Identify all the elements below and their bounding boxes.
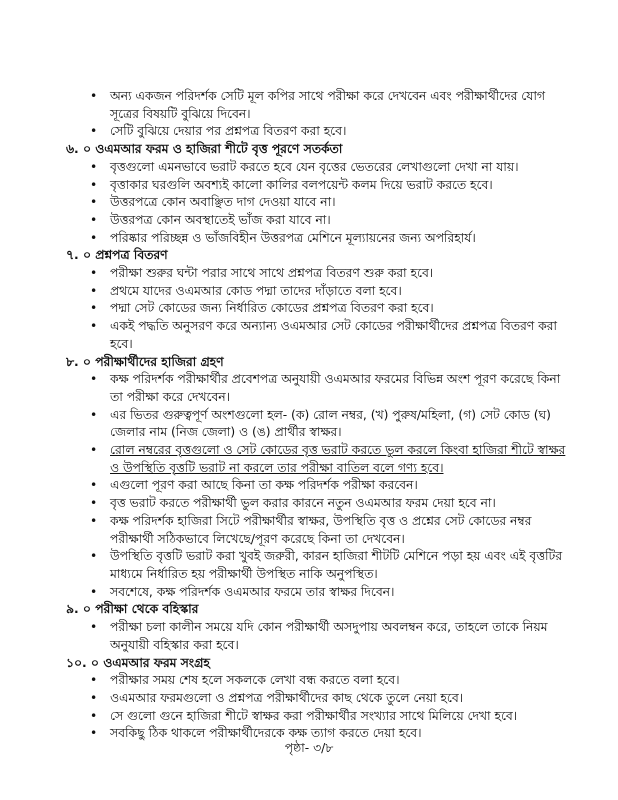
list-item: • সবকিছু ঠিক থাকলে পরীক্ষার্থীদেরকে কক্ষ ত্যাগ করতে দেয়া হবে। [110, 725, 566, 743]
list-item: • একই পদ্ধতি অনুসরণ করে অন্যান্য ওএমআর সেট কোডের পরীক্ষার্থীদের প্রশ্নপত্র বিতরণ করা হবে। [110, 318, 566, 353]
list-item: • ওএমআর ফরমগুলো ও প্রশ্নপত্র পরীক্ষার্থীদের কাছ থেকে তুলে নেয়া হবে। [110, 690, 566, 708]
bullet-list [66, 672, 566, 743]
section-heading: ১০. ০ ওএমআর ফরম সংগ্রহ [66, 655, 210, 670]
list-item: • সবশেষে, কক্ষ পরিদর্শক ওএমআর ফরমে তার স্বাক্ষর দিবেন। [110, 584, 566, 602]
list-item: • সে গুলো গুনে হাজিরা শীটে স্বাক্ষর করা পরীক্ষার্থীর সংখ্যার সাথে মিলিয়ে দেখা হবে। [110, 708, 566, 726]
section-heading: ৮. ০ পরীক্ষার্থীদের হাজিরা গ্রহণ [66, 354, 224, 369]
list-item: • পরীক্ষা চলা কালীন সময়ে যদি কোন পরীক্ষার্থী অসদুপায় অবলম্বন করে, তাহলে তাকে নিয়ম অনুযায়ী বহিস্কার করা হবে। [110, 619, 566, 654]
document-body [66, 88, 566, 743]
list-item: • প্রথমে যাদের ওএমআর কোড পদ্মা তাদের দাঁড়াতে বলা হবে। [110, 283, 566, 301]
list-item: • উত্তরপত্রে কোন অবাঞ্ছিত দাগ দেওয়া যাবে না। [110, 194, 566, 212]
list-item: • বৃত্তগুলো এমনভাবে ভরাট করতে হবে যেন বৃত্তের ভেতরের লেখাগুলো দেখা না যায়। [110, 159, 566, 177]
list-item: • কক্ষ পরিদর্শক পরীক্ষার্থীর প্রবেশপত্র অনুযায়ী ওএমআর ফরমের বিভিন্ন অংশ পূরণ করেছে কিনা তা পরীক্ষা করে দেখবেন। [110, 371, 566, 406]
section-heading: ৭. ০ প্রশ্নপত্র বিতরণ [66, 248, 168, 263]
list-item: • এর ভিতর গুরুত্বপূর্ণ অংশগুলো হল- (ক) রোল নম্বর, (খ) পুরুষ/মহিলা, (গ) সেট কোড (ঘ) জেলার নাম (নিজ জেলা) ও (ঙ) প্রার্থীর স্বাক্ষর। [110, 407, 566, 442]
list-item: • পরীক্ষার সময় শেষ হলে সকলকে লেখা বন্ধ করতে বলা হবে। [110, 672, 566, 690]
bullet-list [66, 371, 566, 601]
section-heading: ৯. ০ পরীক্ষা থেকে বহিস্কার [66, 602, 199, 617]
list-item: • পদ্মা সেট কোডের জন্য নির্ধারিত কোডের প্রশ্নপত্র বিতরণ করা হবে। [110, 300, 566, 318]
list-item: • অন্য একজন পরিদর্শক সেটি মূল কপির সাথে পরীক্ষা করে দেখবেন এবং পরীক্ষার্থীদের যোগ সূত্রের বিষয়টি বুঝিয়ে দিবেন। [110, 88, 566, 123]
page-number: পৃষ্ঠা- ৩/৮ [284, 741, 334, 755]
list-item: • রোল নম্বরের বৃত্তগুলো ও সেট কোডের বৃত্ত ভরাট করতে ভুল করলে কিংবা হাজিরা শীটে স্বাক্ষর ও উপস্থিতি বৃত্তটি ভরাট না করলে তার পরীক্ষা বাতিল বলে গণ্য হবে। [110, 442, 566, 477]
list-item: • কক্ষ পরিদর্শক হাজিরা সিটে পরীক্ষার্থীর স্বাক্ষর, উপস্থিতি বৃত্ত ও প্রশ্নের সেট কোডের নম্বর পরীক্ষার্থী সঠিকভাবে লিখেছে/পূরণ করেছে কিনা তা দেখবেন। [110, 513, 566, 548]
list-item: • সেটি বুঝিয়ে দেয়ার পর প্রশ্নপত্র বিতরণ করা হবে। [110, 123, 566, 141]
list-item: • বৃত্তাকার ঘরগুলি অবশ্যই কালো কালির বলপয়েন্ট কলম দিয়ে ভরাট করতে হবে। [110, 177, 566, 195]
list-item: • এগুলো পূরণ করা আছে কিনা তা কক্ষ পরিদর্শক পরীক্ষা করবেন। [110, 477, 566, 495]
list-item: • পরীক্ষা শুরুর ঘন্টা পরার সাথে সাথে প্রশ্নপত্র বিতরণ শুরু করা হবে। [110, 265, 566, 283]
bullet-list [66, 88, 566, 141]
bullet-list [66, 159, 566, 248]
bullet-list [66, 265, 566, 354]
list-item: • উপস্থিতি বৃত্তটি ভরাট করা খুবই জরুরী, কারন হাজিরা শীটটি মেশিনে পড়া হয় এবং এই বৃত্তটির মাধ্যমে নির্ধারিত হয় পরীক্ষার্থী উপস্থিত নাকি অনুপস্থিত। [110, 548, 566, 583]
list-item: • বৃত্ত ভরাট করতে পরীক্ষার্থী ভুল করার কারনে নতুন ওএমআর ফরম দেয়া হবে না। [110, 495, 566, 513]
list-item: • পরিষ্কার পরিচ্ছন্ন ও ভাঁজবিহীন উত্তরপত্র মেশিনে মূল্যায়নের জন্য অপরিহার্য। [110, 230, 566, 248]
list-item: • উত্তরপত্র কোন অবস্থাতেই ভাঁজ করা যাবে না। [110, 212, 566, 230]
section-heading: ৬. ০ ওএমআর ফরম ও হাজিরা শীটে বৃত্ত পূরণে সতর্কতা [66, 142, 343, 157]
bullet-list [66, 619, 566, 654]
